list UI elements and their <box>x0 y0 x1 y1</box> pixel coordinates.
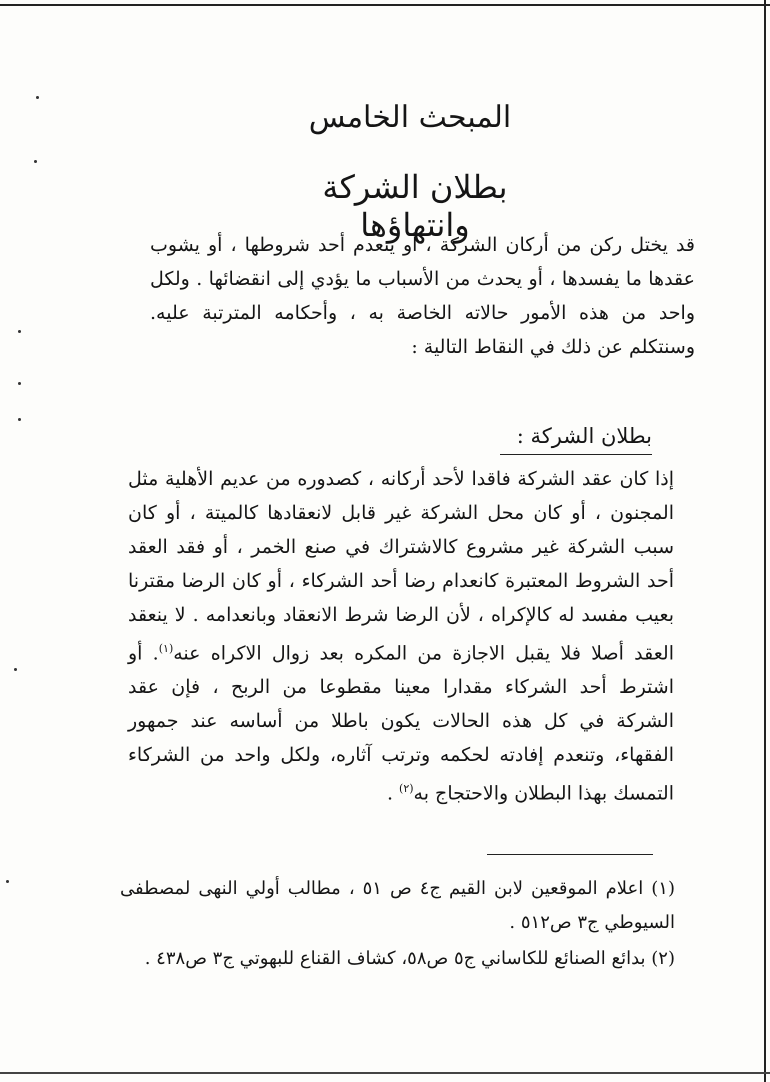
margin-speck <box>36 96 39 99</box>
page-title: بطلان الشركة وانتهاؤها <box>322 168 508 244</box>
body-text-main: إذا كان عقد الشركة فاقدا لأحد أركانه ، كصدوره من عديم الأهلية مثل المجنون ، أو كان محل الشركة غير قابل لانعقادها كالميتة ، أو كان سبب الشركة غير مشروع كالاشتراك في صنع الخمر ، أو فقد العقد أحد الشروط المعتبرة كانعدام رضا أحد الشركاء ، أو كان الرضا مقترنا بعيب مفسد له كالإكراه ، لأن الرضا شرط الانعقاد وبانعدامه . لا ينعقد العقد أصلا فلا يقبل الاجازة من المكره بعد زوال الاكراه عنه <box>128 468 674 665</box>
intro-text: قد يختل ركن من أركان الشركة ، أو ينعدم أحد شروطها ، أو يشوب عقدها ما يفسدها ، أو يحدث من الأسباب ما يؤدي إلى انقضائها . ولكل واحد من هذه الأمور حالاته الخاصة به ، وأحكامه المترتبة عليه. وسنتكلم عن ذلك في النقاط التالية : <box>150 234 695 358</box>
margin-speck <box>18 382 21 385</box>
footnote-separator <box>487 854 653 855</box>
scan-border-bottom <box>0 1072 770 1074</box>
body-text <box>128 462 674 811</box>
margin-speck <box>18 418 21 421</box>
margin-speck <box>6 880 9 883</box>
footnote-ref-2: (٢) <box>399 782 414 796</box>
subheading: بطلان الشركة : <box>500 424 652 455</box>
scan-border-top <box>0 4 770 6</box>
body-paragraph <box>128 462 674 811</box>
body-text-continued: . أو اشترط أحد الشركاء مقدارا معينا مقطوعا من الربح ، فإن عقد الشركة في كل هذه الحالات يكون باطلا من أساسه عند جمهور الفقهاء، وتنعدم إفادته لحكمه وترتب آثاره، ولكل واحد من الشركاء التمسك بهذا البطلان والاحتجاج به <box>128 642 674 805</box>
intro-paragraph <box>150 228 695 364</box>
footnote-ref-1: (١) <box>158 642 174 655</box>
body-text-end: . <box>386 782 400 805</box>
section-heading: المبحث الخامس <box>308 100 512 135</box>
margin-speck <box>14 668 17 671</box>
margin-speck <box>34 160 37 163</box>
footnotes <box>120 872 675 978</box>
scan-border-right <box>764 0 766 1082</box>
footnote-1: (١) اعلام الموقعين لابن القيم ج٤ ص ٥١ ، مطالب أولي النهى لمصطفى السيوطي ج٣ ص٥١٢ . <box>120 878 675 933</box>
footnote-2: (٢) بدائع الصنائع للكاساني ج٥ ص٥٨، كشاف القناع للبهوتي ج٣ ص٤٣٨ . <box>144 948 675 969</box>
margin-speck <box>18 330 21 333</box>
